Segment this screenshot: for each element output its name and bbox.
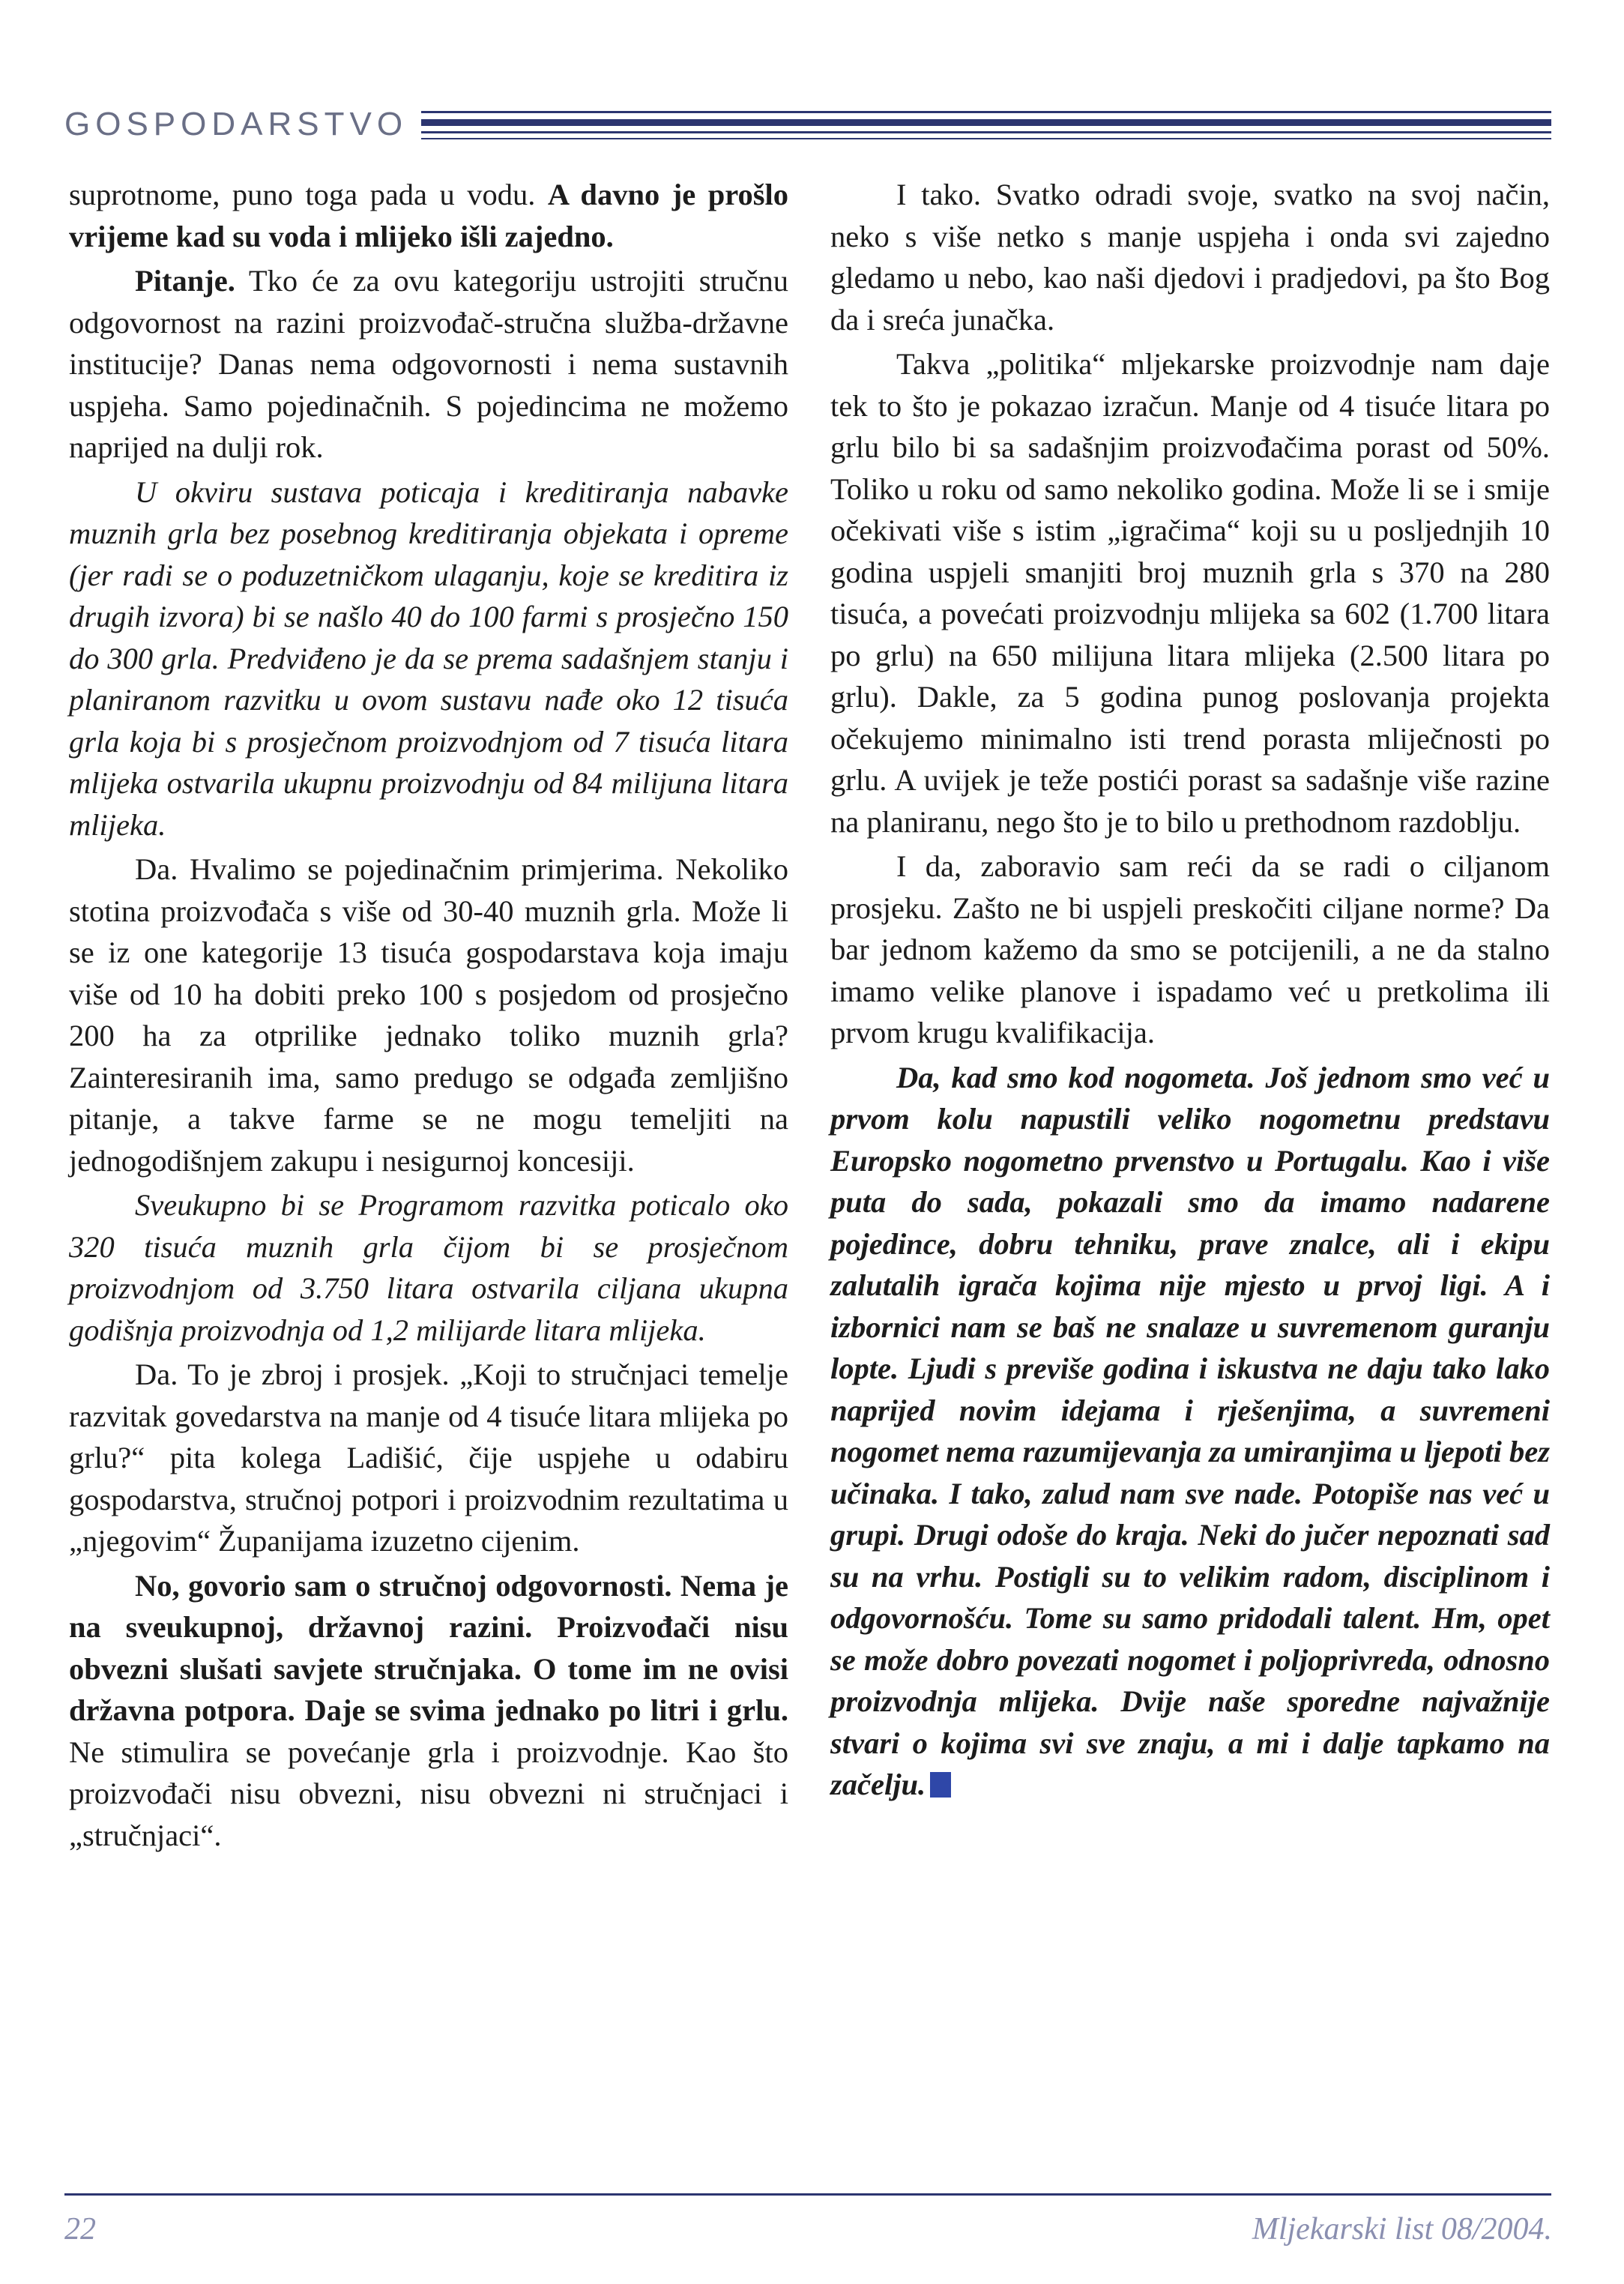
section-title: GOSPODARSTVO — [64, 106, 408, 142]
paragraph: I da, zaboravio sam reći da se radi o ciljanom prosjeku. Zašto ne bi uspjeli preskočiti ciljane norme? Da bar jednom kažemo da smo se potcijenili, a ne da stalno imamo velike planove i ispadamo već u pretkolima ili prvom krugu kvalifikacija. — [830, 849, 1550, 1049]
paragraph — [69, 174, 788, 257]
paragraph: Takva „politika“ mljekarske proizvodnje nam daje tek to što je pokazao izračun. Manje od 4 tisuće litara po grlu bilo bi sa sadašnjim proizvođačima porast od 50%. Toliko u roku od samo nekoliko godina. Može li se i smije očekivati više s istim „igračima“ koji su u posljednjih 10 godina uspjeli smanjiti broj muznih grla s 370 na 280 tisuća, a povećati proizvodnju mlijeka sa 602 (1.700 litara po grlu) na 650 milijuna litara mlijeka (2.500 litara po grlu). Dakle, za 5 godina punog poslovanja projekta očekujemo minimalno isti trend porasta mliječnosti po grlu. A uvijek je teže postići porast sa sadašnje više razine na planiranu, nego što je to bilo u prethodnom razdoblju. — [830, 347, 1550, 839]
paragraph — [69, 1565, 788, 1857]
page-number: 22 — [64, 2212, 96, 2247]
italic-paragraph: Sveukupno bi se Programom razvitka poticalo oko 320 tisuća muznih grla čijom bi se prosječnom proizvodnjom od 3.750 litara ostvarila ciljana ukupna godišnja proizvodnja od 1,2 milijarde litara mlijeka. — [69, 1188, 788, 1347]
paragraph: I tako. Svatko odradi svoje, svatko na svoj način, neko s više netko s manje uspjeha i onda svi zajedno gledamo u nebo, kao naši djedovi i pradjedovi, pa što Bog da i sreća junačka. — [830, 178, 1550, 337]
paragraph-text: Ne stimulira se povećanje grla i proizvodnje. Kao što proizvođači nisu obvezni, nisu obvezni ni stručnjaci i „stručnjaci“. — [69, 1735, 788, 1852]
page-header — [64, 94, 1551, 154]
paragraph: Da. To je zbroj i prosjek. „Koji to stručnjaci temelje razvitak govedarstva na manje od 4 tisuće litara mlijeka po grlu?“ pita kolega Ladišić, čije uspjehe u odabiru gospodarstva, stručnoj potpori i proizvodnim rezultatima u „njegovim“ Županijama izuzetno cijenim. — [69, 1358, 788, 1558]
bold-lead: Pitanje. — [135, 264, 235, 298]
left-column — [69, 174, 788, 1859]
bold-text: A davno je prošlo vrijeme kad su voda i mlijeko išli zajedno. — [69, 178, 788, 253]
right-column — [830, 174, 1550, 1809]
header-rule — [421, 108, 1551, 141]
footer-rule — [64, 2193, 1551, 2196]
bold-text: No, govorio sam o stručnoj odgovornosti. Nema je na sveukupnoj, državnoj razini. Proizvođači nisu obvezni slušati savjete stručnjaka. O tome im ne ovisi državna potpora. Daje se svima jednako po litri i grlu. — [69, 1568, 788, 1727]
closing-text: Da, kad smo kod nogometa. Još jednom smo već u prvom kolu napustili veliko nogometnu predstavu Europsko nogometno prvenstvo u Portugalu. Kao i više puta do sada, pokazali smo da imamo nadarene pojedince, dobru tehniku, prave znalce, ali i ekipu zalutalih igrača kojima nije mjesto u prvoj ligi. A i izbornici nam se baš ne snalaze u suvremenom guranju lopte. Ljudi s previše godina i iskustva ne daju tako lako naprijed novim idejama i rješenjima, a suvremeni nogomet nema razumijevanja za umiranjima u ljepoti bez učinaka. I tako, zalud nam sve nade. Potopiše nas već u grupi. Drugi odoše do kraja. Neki do jučer nepoznati sad su na vrhu. Postigli su to velikim radom, disciplinom i odgovornošću. Tome su samo pridodali talent. Hm, opet se može dobro povezati nogomet i poljoprivreda, odnosno proizvodnja mlijeka. Dvije naše sporedne najvažnije stvari o kojima svi sve znaju, a mi i dalje tapkamo na začelju. — [830, 1060, 1550, 1801]
paragraph-text: suprotnome, puno toga pada u vodu. — [69, 178, 548, 211]
italic-paragraph: U okviru sustava poticaja i kreditiranja nabavke muznih grla bez posebnog kreditiranja objekata i opreme (jer radi se o poduzetničkom ulaganju, koje se kreditira iz drugih izvora) bi se našlo 40 do 100 farmi s prosječno 150 do 300 grla. Predviđeno je da se prema sadašnjem stanju i planiranom razvitku u ovom sustavu nađe oko 12 tisuća grla koja bi s prosječnom proizvodnjom od 7 tisuća litara mlijeka ostvarila ukupnu proizvodnju od 84 milijuna litara mlijeka. — [69, 474, 788, 842]
paragraph-text: Tko će za ovu kategoriju ustrojiti stručnu odgovornost na razini proizvođač-stručna služba-državne institucije? Danas nema odgovornosti i nema sustavnih uspjeha. Samo pojedinačnih. S pojedincima ne možemo naprijed na dulji rok. — [69, 264, 788, 464]
bold-italic-paragraph — [830, 1057, 1550, 1806]
paragraph: Da. Hvalimo se pojedinačnim primjerima. Nekoliko stotina proizvođača s više od 30-40 muznih grla. Može li se iz one kategorije 13 tisuća gospodarstava koja imaju više od 10 ha dobiti preko 100 s posjedom od prosječno 200 ha za otprilike jednako toliko muznih grla? Zainteresiranih ima, samo predugo se odgađa zemljišno pitanje, a takve farme se ne mogu temeljiti na jednogodišnjem zakupu i nesigurnoj koncesiji. — [69, 852, 788, 1178]
magazine-name: Mljekarski list 08/2004. — [1252, 2212, 1552, 2247]
paragraph — [69, 260, 788, 468]
end-of-article-icon — [930, 1772, 951, 1798]
